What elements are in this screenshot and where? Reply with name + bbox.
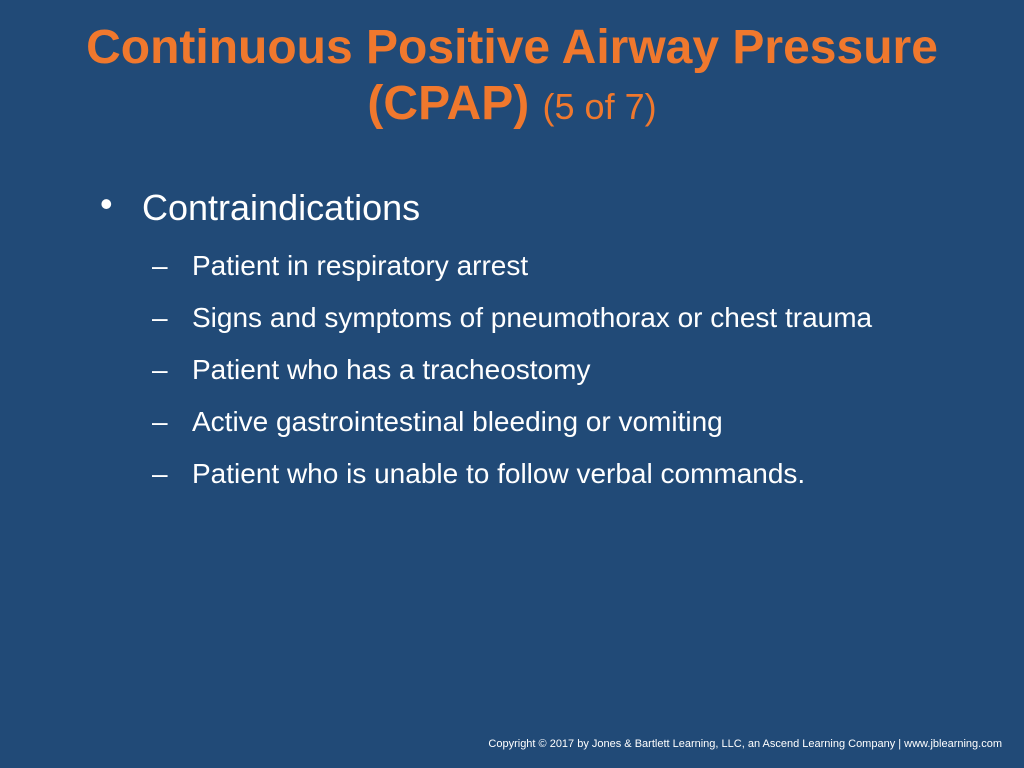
slide-title [60, 20, 964, 135]
sub-list [152, 246, 940, 494]
bullet-row [100, 184, 940, 232]
list-item [152, 402, 940, 442]
list-item-text: Patient who has a tracheostomy [192, 354, 591, 385]
slide-content [100, 184, 940, 506]
list-item [152, 454, 940, 494]
copyright-footer: Copyright © 2017 by Jones & Bartlett Learning, LLC, an Ascend Learning Company | www.jblearning.com [488, 738, 1002, 750]
list-item [152, 246, 940, 286]
list-item-text: Active gastrointestinal bleeding or vomiting [192, 406, 723, 437]
bullet-icon: • [100, 183, 113, 224]
dash-icon: – [152, 354, 168, 385]
list-item-text: Patient who is unable to follow verbal commands. [192, 458, 806, 489]
title-sub: (5 of 7) [542, 86, 657, 127]
list-item-text: Patient in respiratory arrest [192, 250, 529, 281]
bullet-text: Contraindications [142, 187, 421, 228]
dash-icon: – [152, 302, 168, 333]
list-item-text: Signs and symptoms of pneumothorax or chest trauma [192, 302, 873, 333]
title-main: Continuous Positive Airway Pressure (CPAP) [86, 21, 938, 130]
list-item [152, 298, 940, 338]
dash-icon: – [152, 406, 168, 437]
dash-icon: – [152, 250, 168, 281]
dash-icon: – [152, 458, 168, 489]
list-item [152, 350, 940, 390]
